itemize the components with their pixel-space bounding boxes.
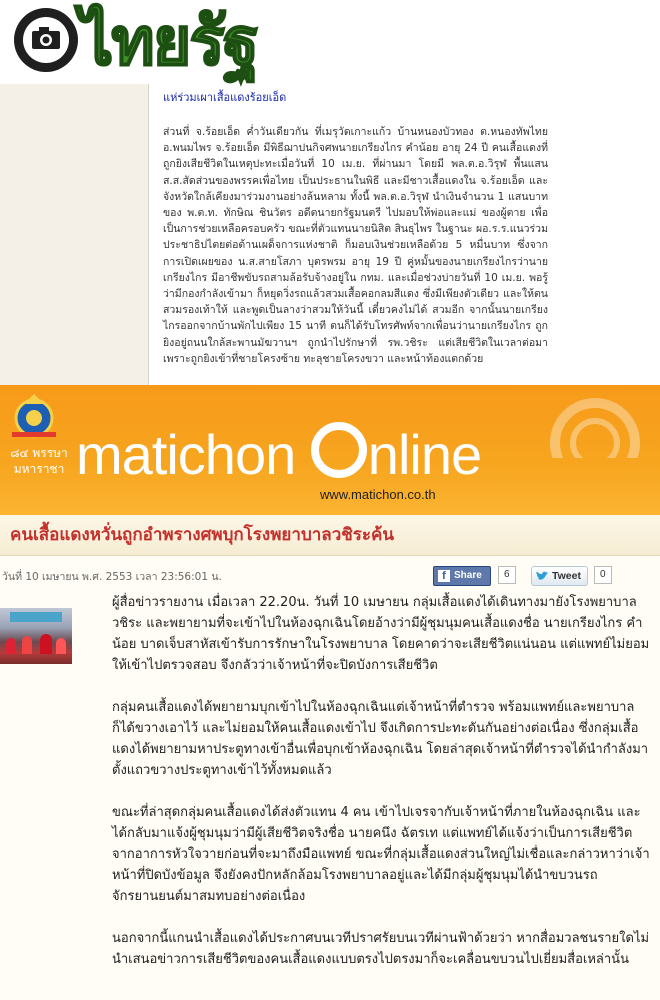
article-body bbox=[112, 592, 652, 991]
logo-o-icon bbox=[311, 422, 367, 478]
anniversary-line-1: ๘๔ พรรษา bbox=[10, 446, 68, 460]
tweet-button[interactable] bbox=[531, 566, 588, 586]
photo-person bbox=[56, 638, 66, 654]
article-paragraph: นอกจากนี้แกนนำเสื้อแดงได้ประกาศบนเวทีปราศรัยบนเวทีผ่านฟ้าด้วยว่า หากสื่อมวลชนรายใดไม่นำเสนอข่าวการเสียชีวิตของคนเสื้อแดงแบบตรงไปตรงมาก็จะเคลื่อนขบวนไปเยี่ยมสื่อเหล่านั้น bbox=[112, 931, 650, 967]
matichon-logo-part2: nline bbox=[367, 423, 482, 486]
royal-emblem-icon bbox=[10, 392, 58, 440]
twitter-bird-icon bbox=[535, 570, 549, 582]
article-paragraph: ผู้สื่อข่าวรายงาน เมื่อเวลา 22.20น. วันที่ 10 เมษายน กลุ่มเสื้อแดงได้เดินทางมายังโรงพยาบาลวชิระ และพยายามที่จะเข้าไปในห้องฉุกเฉินโดยอ้างว่ามีผู้ชุมนุมคนเสื้อแดงชื่อ นายเกรียงไกร คำน้อย บาดเจ็บสาหัสเข้ารับการรักษาในโรงพยาบาล โดยคาดว่าจะเสียชีวิตแน่นอน แต่แพทย์ไม่ยอมให้เข้าไปตรวจสอบ จึงกลัวว่าเจ้าหน้าที่จะปิดบังการเสียชีวิต bbox=[112, 595, 650, 673]
facebook-icon: f bbox=[438, 570, 450, 582]
anniversary-label bbox=[4, 445, 74, 477]
thairath-logo-text: ไทยรัฐ bbox=[80, 3, 258, 80]
photo-person bbox=[22, 636, 32, 654]
article-date: วันที่ 10 เมษายน พ.ศ. 2553 เวลา 23:56:01 น. bbox=[2, 571, 222, 583]
matichon-logo-part1: matichon bbox=[76, 423, 310, 486]
article-paragraph: ขณะที่ล่าสุดกลุ่มคนเสื้อแดงได้ส่งตัวแทน 4 คน เข้าไปเจรจากับเจ้าหน้าที่ภายในห้องฉุกเฉิน และได้กลับมาแจ้งผู้ชุมนุมว่ามีผู้เสียชีวิตจริงชื่อ นายคนึง ฉัตรเท แต่แพทย์ได้แจ้งว่าเป็นการเสียชีวิตจากอาการหัวใจวายก่อนที่จะมาถึงมือแพทย์ ขณะที่กลุ่มเสื้อแดงส่วนใหญ่ไม่เชื่อและกล่าวหาว่าเจ้าหน้าที่ปิดบังข้อมูล จึงยังคงปักหลักล้อมโรงพยาบาลอยู่และได้มีกลุ่มผู้ชุมนุมได้นำขบวนรถจักรยานยนต์มาสมทบอย่างต่อเนื่อง bbox=[112, 805, 650, 904]
facebook-share-button[interactable] bbox=[433, 566, 491, 586]
thairath-body: ส่วนที่ จ.ร้อยเอ็ด ค่ำวันเดียวกัน ที่เมรุวัดเกาะแก้ว บ้านหนองบัวทอง ต.หนองทัพไทย อ.พนมไพร จ.ร้อยเอ็ด มีพิธีฌาปนกิจศพนายเกรียงไกร คำน้อย อายุ 24 ปี คนเสื้อแดงที่ถูกยิงเสียชีวิตในเหตุปะทะเมื่อวันที่ 10 เม.ย. ที่ผ่านมา โดยมี พล.ต.อ.วิรุฬ พื้นแสน ส.ส.สัดส่วนของพรรคเพื่อไทย เป็นประธานในพิธี และมีชาวเสื้อแดงใน จ.ร้อยเอ็ด และจังหวัดใกล้เคียงมาร่วมงานอย่างล้นหลาม ทั้งนี้ พล.ต.อ.วิรุฬ นำเงินจำนวน 1 แสนบาท ของ พ.ต.ท. ทักษิณ ชินวัตร อดีตนายกรัฐมนตรี ไปมอบให้พ่อและแม่ ของผู้ตาย เพื่อเป็นการช่วยเหลือครอบครัว ขณะที่ตัวแทนนายนิสิต สินธุไพร ในฐานะ ผอ.ร.ร.แนวร่วมประชาธิปไตยต่อต้านเผด็จการแห่งชาติ ก็มอบเงินช่วยเหลือด้วย 5 หมื่นบาท ซึ่งจากการเปิดเผยของ น.ส.สายโสภา บุตรพรม อายุ 19 ปี คู่หมั้นของนายเกรียงไกรว่านายเกรียงไกร มีอาชีพขับรถสามล้อรับจ้างอยู่ใน กทม. และเมื่อช่วงบ่ายวันที่ 10 เม.ย. พอรู้ว่ามีกองกำลังเข้ามา ก็หยุดวิ่งรถแล้วสวมเสื้อคอกลมสีแดง ซึ่งมีเพียงตัวเดียว และให้ตนสวมรองเท้าให้ และพูดเป็นลางว่าสวมให้วันนี้ เดี๋ยวคงไม่ได้ สวมอีก จากนั้นนายเกรียงไกรออกจากบ้านพักไปเพียง 15 นาที ตนก็ได้รับโทรศัพท์จากเพื่อนว่านายเกรียงไกร ถูกยิงอยู่ถนนใกล้สะพานมัฆวานฯ ถูกนำไปรักษาที่ รพ.วชิระ แต่เสียชีวิตในเวลาต่อมา เพราะถูกยิงเข้าที่ชายโครงซ้าย ทะลุชายโครงขวา และหน้าท้องแตกด้วย bbox=[163, 126, 548, 365]
thairath-sidebar bbox=[0, 84, 149, 385]
article-title: คนเสื้อแดงหวั่นถูกอำพรางศพบุกโรงพยาบาลวชิระค้น bbox=[10, 525, 395, 545]
photo-person bbox=[40, 634, 52, 654]
sun-decoration-icon bbox=[520, 388, 640, 458]
tweet-count: 0 bbox=[594, 566, 612, 584]
tweet-label: Tweet bbox=[552, 570, 581, 582]
share-count: 6 bbox=[498, 566, 516, 584]
thairath-clipping bbox=[0, 0, 660, 385]
matichon-logo[interactable] bbox=[76, 422, 481, 487]
article-photo[interactable] bbox=[0, 608, 72, 664]
share-label: Share bbox=[454, 570, 482, 581]
article-paragraph: กลุ่มคนเสื้อแดงได้พยายามบุกเข้าไปในห้องฉุกเฉินแต่เจ้าหน้าที่ตำรวจ พร้อมแพทย์และพยาบาลก็ได้ขวางเอาไว้ และไม่ยอมให้คนเสื้อแดงเข้าไป จึงเกิดการปะทะดันกันอย่างต่อเนื่อง ซึ่งกลุ่มเสื้อแดงได้พยายามหาประตูทางเข้าอื่นเพื่อบุกเข้าห้องฉุกเฉิน โดยล่าสุดเจ้าหน้าที่ตำรวจได้นำกำลังมาตั้งแถวขวางประตูทางเข้าไว้ทั้งหมดแล้ว bbox=[112, 700, 649, 778]
thairath-emblem-icon bbox=[14, 8, 78, 72]
anniversary-line-2: มหาราชา bbox=[13, 462, 65, 476]
photo-sign bbox=[10, 612, 62, 622]
matichon-url[interactable]: www.matichon.co.th bbox=[320, 487, 436, 502]
photo-person bbox=[6, 638, 16, 654]
thairath-headline[interactable]: แห่ร่วมเผาเสื้อแดงร้อยเอ็ด bbox=[163, 91, 287, 104]
